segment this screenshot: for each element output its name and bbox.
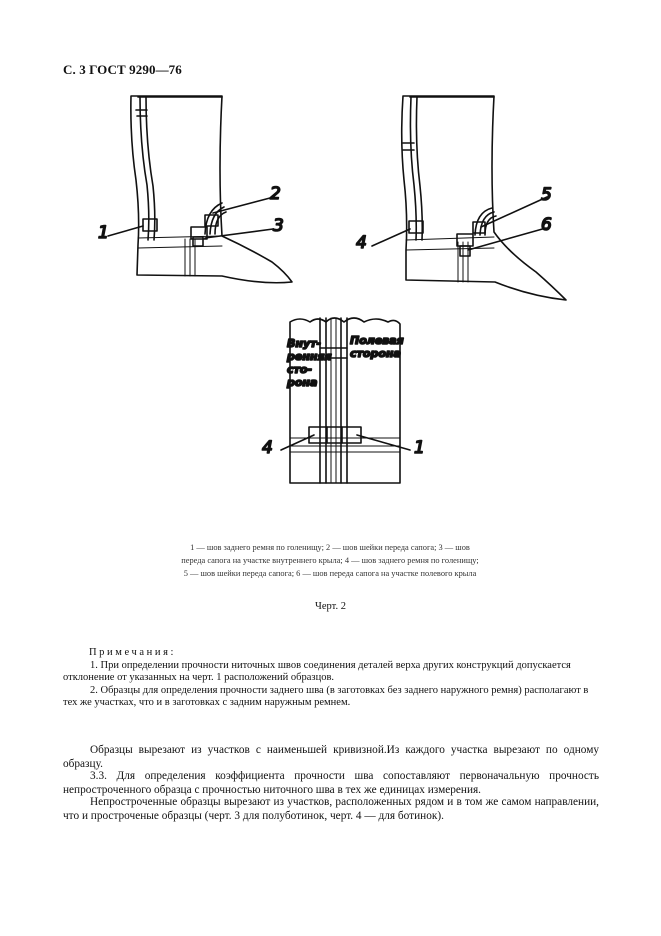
- callout-3: 3: [273, 216, 284, 236]
- detail-callout-1: 1: [414, 438, 425, 458]
- field-side-label-2: сторона: [350, 347, 401, 360]
- notes-heading: Примечания:: [89, 647, 177, 658]
- inner-side-label-4: рона: [287, 376, 318, 389]
- callout-5: 5: [541, 185, 552, 205]
- page-header: С. 3 ГОСТ 9290—76: [63, 62, 182, 77]
- legend-line: переда сапога на участке внутреннего крыла; 4 — шов заднего ремня по голенищу;: [181, 556, 479, 565]
- note-item: 2. Образцы для определения прочности заднего шва (в заготовках без заднего наружного ремня) располагают в тех же участках, что и в заготовках с задним наружным ремнем.: [63, 685, 589, 708]
- figure-legend: [110, 541, 550, 580]
- detail-callout-4: 4: [262, 438, 273, 458]
- callout-4: 4: [356, 233, 367, 253]
- field-side-label-1: Полевая: [350, 334, 404, 347]
- boot-left: [108, 96, 292, 283]
- inner-side-label-1: Внут-: [287, 337, 322, 350]
- body-paragraph: 3.3. Для определения коэффициента прочности шва сопоставляют первоначальную прочность непростроченного образца с прочностью ниточного шва в тех же единицах измерения.: [63, 770, 599, 796]
- figure-caption: Черт. 2: [315, 601, 346, 612]
- legend-line: 5 — шов шейки переда сапога; 6 — шов переда сапога на участке полевого крыла: [183, 569, 477, 578]
- body-paragraph: Непростроченные образцы вырезают из участков, расположенных рядом и в том же самом направлении, что и простроченые образцы (черт. 3 для полуботинок, черт. 4 — для ботинок).: [63, 796, 599, 822]
- body-paragraph: Образцы вырезают из участков с наименьшей кривизной.Из каждого участка вырезают по одному образцу.: [63, 744, 599, 770]
- note-item: 1. При определении прочности ниточных швов соединения деталей верха других конструкций допускается отклонение от указанных на черт. 1 расположений образцов.: [63, 660, 571, 683]
- callout-1: 1: [98, 223, 109, 243]
- inner-side-label-2: ренняя: [287, 350, 332, 363]
- boot-right: [372, 96, 566, 300]
- inner-side-label-3: сто-: [287, 363, 313, 376]
- callout-2: 2: [270, 184, 281, 204]
- callout-6: 6: [541, 215, 552, 235]
- legend-line: 1 — шов заднего ремня по голенищу; 2 — шов шейки переда сапога; 3 — шов: [190, 543, 470, 552]
